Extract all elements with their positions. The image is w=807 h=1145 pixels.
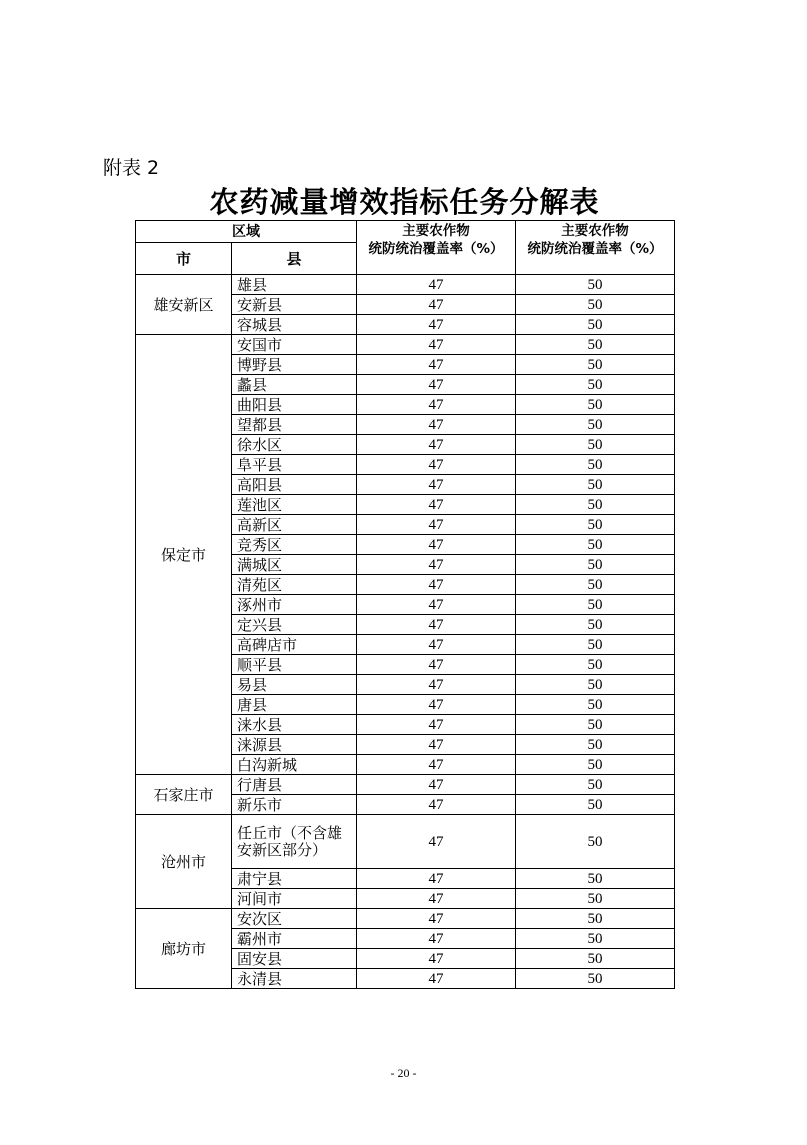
metric-2-cell: 50: [516, 595, 675, 615]
header-metric-1: [357, 221, 516, 275]
county-cell: 曲阳县: [232, 395, 357, 415]
city-cell: 保定市: [136, 335, 232, 775]
county-cell: 定兴县: [232, 615, 357, 635]
county-cell: 容城县: [232, 315, 357, 335]
county-cell: 望都县: [232, 415, 357, 435]
county-cell: 行唐县: [232, 775, 357, 795]
metric-1-cell: 47: [357, 969, 516, 989]
header-metric-1-line2: 统防统治覆盖率（%）: [368, 241, 504, 257]
table-row: [136, 815, 675, 869]
metric-2-cell: 50: [516, 775, 675, 795]
table-row: [136, 775, 675, 795]
metric-1-cell: 47: [357, 455, 516, 475]
metric-2-cell: 50: [516, 335, 675, 355]
metric-2-cell: 50: [516, 615, 675, 635]
metric-2-cell: 50: [516, 795, 675, 815]
metric-1-cell: 47: [357, 295, 516, 315]
metric-2-cell: 50: [516, 375, 675, 395]
county-cell: 肃宁县: [232, 869, 357, 889]
metric-1-cell: 47: [357, 815, 516, 869]
county-cell: 徐水区: [232, 435, 357, 455]
metric-2-cell: 50: [516, 395, 675, 415]
county-cell: 涞水县: [232, 715, 357, 735]
county-cell: 涿州市: [232, 595, 357, 615]
metric-2-cell: 50: [516, 695, 675, 715]
metric-2-cell: 50: [516, 635, 675, 655]
metric-1-cell: 47: [357, 755, 516, 775]
county-cell: 安次区: [232, 909, 357, 929]
metric-1-cell: 47: [357, 375, 516, 395]
header-metric-1-line1: 主要农作物: [402, 223, 470, 239]
metric-2-cell: 50: [516, 815, 675, 869]
county-cell: 阜平县: [232, 455, 357, 475]
metric-1-cell: 47: [357, 435, 516, 455]
county-cell: 新乐市: [232, 795, 357, 815]
county-cell: 安国市: [232, 335, 357, 355]
metric-1-cell: 47: [357, 355, 516, 375]
metric-1-cell: 47: [357, 775, 516, 795]
county-cell: 顺平县: [232, 655, 357, 675]
header-metric-2: [516, 221, 675, 275]
header-metric-2-line2: 统防统治覆盖率（%）: [527, 241, 663, 257]
metric-2-cell: 50: [516, 275, 675, 295]
metric-1-cell: 47: [357, 635, 516, 655]
city-cell: 雄安新区: [136, 275, 232, 335]
header-city: 市: [136, 243, 232, 275]
county-cell: 莲池区: [232, 495, 357, 515]
metric-2-cell: 50: [516, 435, 675, 455]
county-cell: 雄县: [232, 275, 357, 295]
metric-1-cell: 47: [357, 275, 516, 295]
county-cell: 高新区: [232, 515, 357, 535]
county-cell: 任丘市（不含雄安新区部分）: [232, 815, 357, 869]
metric-2-cell: 50: [516, 515, 675, 535]
metric-2-cell: 50: [516, 655, 675, 675]
metric-2-cell: 50: [516, 455, 675, 475]
county-cell: 易县: [232, 675, 357, 695]
county-cell: 满城区: [232, 555, 357, 575]
metric-1-cell: 47: [357, 535, 516, 555]
metric-1-cell: 47: [357, 715, 516, 735]
county-cell: 河间市: [232, 889, 357, 909]
metric-1-cell: 47: [357, 795, 516, 815]
metric-2-cell: 50: [516, 675, 675, 695]
metric-1-cell: 47: [357, 695, 516, 715]
county-cell: 唐县: [232, 695, 357, 715]
table-body: [136, 275, 675, 989]
header-metric-2-line1: 主要农作物: [561, 223, 629, 239]
metric-2-cell: 50: [516, 555, 675, 575]
county-cell: 清苑区: [232, 575, 357, 595]
metric-1-cell: 47: [357, 909, 516, 929]
metric-2-cell: 50: [516, 755, 675, 775]
city-cell: 石家庄市: [136, 775, 232, 815]
table-row: [136, 909, 675, 929]
metric-1-cell: 47: [357, 655, 516, 675]
city-cell: 廊坊市: [136, 909, 232, 989]
county-cell: 白沟新城: [232, 755, 357, 775]
metric-1-cell: 47: [357, 575, 516, 595]
metric-2-cell: 50: [516, 735, 675, 755]
metric-1-cell: 47: [357, 495, 516, 515]
metric-2-cell: 50: [516, 715, 675, 735]
metric-2-cell: 50: [516, 475, 675, 495]
header-area: 区域: [136, 221, 357, 243]
county-cell: 霸州市: [232, 929, 357, 949]
county-cell: 竞秀区: [232, 535, 357, 555]
county-cell: 永清县: [232, 969, 357, 989]
metric-1-cell: 47: [357, 335, 516, 355]
county-cell: 博野县: [232, 355, 357, 375]
table-row: [136, 335, 675, 355]
metric-1-cell: 47: [357, 869, 516, 889]
metric-2-cell: 50: [516, 949, 675, 969]
metric-1-cell: 47: [357, 929, 516, 949]
metric-2-cell: 50: [516, 575, 675, 595]
metric-2-cell: 50: [516, 415, 675, 435]
county-cell: 高阳县: [232, 475, 357, 495]
county-cell: 固安县: [232, 949, 357, 969]
metric-2-cell: 50: [516, 295, 675, 315]
task-table: [135, 220, 675, 989]
header-county: 县: [232, 243, 357, 275]
metric-1-cell: 47: [357, 949, 516, 969]
metric-1-cell: 47: [357, 515, 516, 535]
metric-2-cell: 50: [516, 315, 675, 335]
county-cell: 蠡县: [232, 375, 357, 395]
county-cell: 高碑店市: [232, 635, 357, 655]
metric-2-cell: 50: [516, 495, 675, 515]
metric-1-cell: 47: [357, 315, 516, 335]
metric-1-cell: 47: [357, 735, 516, 755]
metric-1-cell: 47: [357, 395, 516, 415]
metric-2-cell: 50: [516, 535, 675, 555]
metric-1-cell: 47: [357, 675, 516, 695]
city-cell: 沧州市: [136, 815, 232, 909]
metric-2-cell: 50: [516, 929, 675, 949]
metric-1-cell: 47: [357, 889, 516, 909]
county-cell: 安新县: [232, 295, 357, 315]
county-cell: 涞源县: [232, 735, 357, 755]
document-title: 农药减量增效指标任务分解表: [209, 185, 600, 219]
table-row: [136, 275, 675, 295]
metric-1-cell: 47: [357, 595, 516, 615]
metric-1-cell: 47: [357, 475, 516, 495]
metric-1-cell: 47: [357, 615, 516, 635]
page-number: - 20 -: [390, 1066, 417, 1080]
metric-2-cell: 50: [516, 969, 675, 989]
metric-1-cell: 47: [357, 415, 516, 435]
metric-2-cell: 50: [516, 869, 675, 889]
metric-2-cell: 50: [516, 889, 675, 909]
metric-2-cell: 50: [516, 355, 675, 375]
annex-label: 附表 2: [103, 157, 160, 179]
metric-1-cell: 47: [357, 555, 516, 575]
metric-2-cell: 50: [516, 909, 675, 929]
